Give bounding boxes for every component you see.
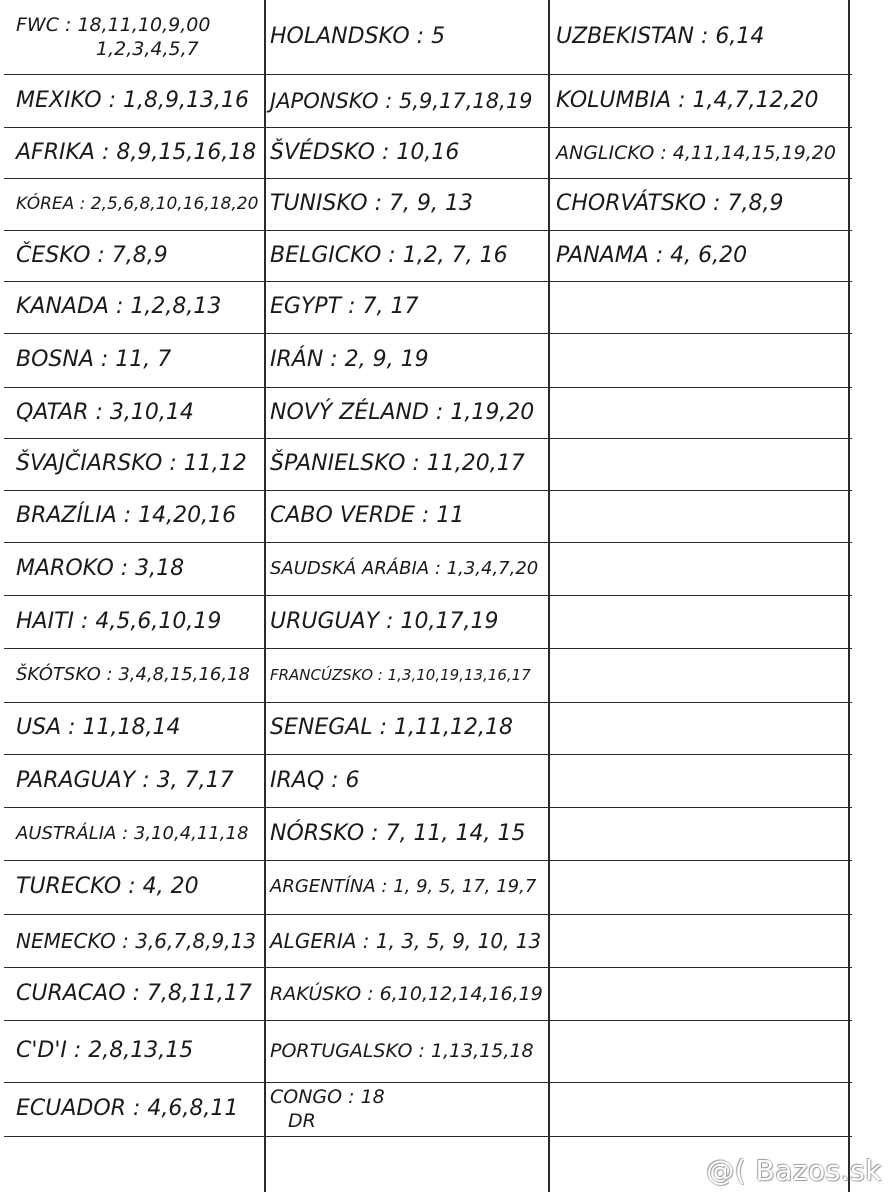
row-divider xyxy=(4,230,852,231)
entry-text: CURACAO : 7,8,11,17 xyxy=(16,980,252,1006)
entry-text: HAITI : 4,5,6,10,19 xyxy=(16,608,222,634)
entry-cabo-verde xyxy=(270,502,464,530)
entry-text: NEMECKO : 3,6,7,8,9,13 xyxy=(16,928,257,953)
entry-text: URUGUAY : 10,17,19 xyxy=(270,608,499,634)
entry-novy-zeland xyxy=(270,399,534,427)
entry-maroko xyxy=(16,555,184,583)
row-divider xyxy=(4,438,852,439)
entry-korea xyxy=(16,190,258,218)
entry-text: ŠPANIELSKO : 11,20,17 xyxy=(270,451,525,476)
entry-chorvatsko xyxy=(556,190,783,218)
entry-subline: DR xyxy=(288,1110,316,1132)
entry-iran xyxy=(270,346,429,374)
entry-algeria xyxy=(270,927,541,955)
entry-ecuador xyxy=(16,1095,238,1123)
entry-text: MEXIKO : 1,8,9,13,16 xyxy=(16,87,249,113)
entry-qatar xyxy=(16,399,194,427)
bazos-watermark: @( Bazos.sk xyxy=(706,1154,882,1187)
entry-anglicko xyxy=(556,139,836,167)
entry-subline: 1,2,3,4,5,7 xyxy=(96,38,199,60)
entry-text: UZBEKISTAN : 6,14 xyxy=(556,24,765,49)
entry-text: C'D'I : 2,8,13,15 xyxy=(16,1038,194,1063)
entry-iraq xyxy=(270,767,360,795)
row-divider xyxy=(4,1020,852,1021)
row-divider xyxy=(4,281,852,282)
entry-text: KÓREA : 2,5,6,8,10,16,18,20 xyxy=(16,194,259,214)
entry-svajciarsko xyxy=(16,450,247,478)
entry-norsko xyxy=(270,820,526,848)
row-divider xyxy=(4,595,852,596)
entry-text: ANGLICKO : 4,11,14,15,19,20 xyxy=(556,141,836,164)
entry-bosna xyxy=(16,346,171,374)
entry-text: JAPONSKO : 5,9,17,18,19 xyxy=(270,88,533,113)
entry-text: KANADA : 1,2,8,13 xyxy=(16,294,222,319)
entry-text: FRANCÚZSKO : 1,3,10,19,13,16,17 xyxy=(270,666,531,684)
entry-text: ŠVAJČIARSKO : 11,12 xyxy=(16,451,247,476)
row-divider xyxy=(4,178,852,179)
entry-afrika xyxy=(16,139,256,167)
entry-japonsko xyxy=(270,87,533,115)
row-divider xyxy=(4,860,852,861)
row-divider xyxy=(4,702,852,703)
entry-text: BELGICKO : 1,2, 7, 16 xyxy=(270,242,508,268)
entry-skotsko xyxy=(16,661,250,689)
entry-australia xyxy=(16,820,248,848)
entry-saudska-arabia xyxy=(270,555,538,583)
entry-curacao xyxy=(16,980,252,1008)
entry-text: NÓRSKO : 7, 11, 14, 15 xyxy=(270,820,526,846)
entry-text: IRAQ : 6 xyxy=(270,767,360,793)
entry-kolumbia xyxy=(556,87,818,115)
entry-paraguay xyxy=(16,767,234,795)
entry-text: QATAR : 3,10,14 xyxy=(16,399,194,425)
entry-mexiko xyxy=(16,87,249,115)
entry-text: SAUDSKÁ ARÁBIA : 1,3,4,7,20 xyxy=(270,557,539,579)
entry-spanielsko xyxy=(270,450,525,478)
entry-text: EGYPT : 7, 17 xyxy=(270,294,419,319)
row-divider xyxy=(4,387,852,388)
entry-c-d-i xyxy=(16,1037,193,1065)
row-divider xyxy=(4,967,852,968)
row-divider xyxy=(4,807,852,808)
row-divider xyxy=(4,754,852,755)
entry-panama xyxy=(556,242,747,270)
entry-senegal xyxy=(270,714,513,742)
row-divider xyxy=(4,542,852,543)
entry-text: RAKÚSKO : 6,10,12,14,16,19 xyxy=(270,982,543,1005)
row-divider xyxy=(4,333,852,334)
row-divider xyxy=(4,490,852,491)
entry-tunisko xyxy=(270,190,473,218)
entry-brazilia xyxy=(16,502,236,530)
row-divider xyxy=(4,1136,852,1137)
row-divider xyxy=(4,1082,852,1083)
entry-turecko xyxy=(16,873,199,901)
entry-text: USA : 11,18,14 xyxy=(16,715,181,740)
entry-text: CONGO : 18 xyxy=(270,1086,385,1108)
entry-text: CHORVÁTSKO : 7,8,9 xyxy=(556,191,784,216)
entry-argentina xyxy=(270,873,536,901)
entry-text: FWC : 18,11,10,9,00 xyxy=(16,14,211,36)
entry-francuzsko xyxy=(270,661,531,689)
entry-text: MAROKO : 3,18 xyxy=(16,555,185,581)
entry-text: PARAGUAY : 3, 7,17 xyxy=(16,767,234,793)
entry-text: TUNISKO : 7, 9, 13 xyxy=(270,191,473,216)
entry-text: NOVÝ ZÉLAND : 1,19,20 xyxy=(270,399,535,425)
entry-text: SENEGAL : 1,11,12,18 xyxy=(270,715,513,740)
entry-uzbekistan xyxy=(556,23,764,51)
entry-text: AUSTRÁLIA : 3,10,4,11,18 xyxy=(16,822,249,844)
entry-portugalsko xyxy=(270,1037,534,1065)
entry-kanada xyxy=(16,293,221,321)
entry-nemecko xyxy=(16,927,256,955)
row-divider xyxy=(4,127,852,128)
entry-text: PORTUGALSKO : 1,13,15,18 xyxy=(270,1040,534,1062)
row-divider xyxy=(4,914,852,915)
entry-holandsko xyxy=(270,23,445,51)
entry-haiti xyxy=(16,608,221,636)
entry-cesko xyxy=(16,242,168,270)
entry-egypt xyxy=(270,293,418,321)
entry-text: ECUADOR : 4,6,8,11 xyxy=(16,1096,239,1121)
entry-text: PANAMA : 4, 6,20 xyxy=(556,242,748,268)
entry-text: ČESKO : 7,8,9 xyxy=(16,242,168,268)
entry-text: BRAZÍLIA : 14,20,16 xyxy=(16,503,237,528)
entry-text: IRÁN : 2, 9, 19 xyxy=(270,347,429,372)
entry-text: ŠKÓTSKO : 3,4,8,15,16,18 xyxy=(16,664,251,685)
entry-text: BOSNA : 11, 7 xyxy=(16,347,172,372)
entry-usa xyxy=(16,714,180,742)
entry-text: CABO VERDE : 11 xyxy=(270,503,465,528)
entry-text: AFRIKA : 8,9,15,16,18 xyxy=(16,139,257,165)
entry-text: HOLANDSKO : 5 xyxy=(270,24,446,49)
entry-svedsko xyxy=(270,139,459,167)
row-divider xyxy=(4,648,852,649)
entry-text: TURECKO : 4, 20 xyxy=(16,874,199,899)
entry-congo xyxy=(270,1085,385,1133)
entry-uruguay xyxy=(270,608,499,636)
entry-rakusko xyxy=(270,980,543,1008)
entry-belgicko xyxy=(270,242,508,270)
entry-fwc xyxy=(16,13,210,61)
entry-text: ARGENTÍNA : 1, 9, 5, 17, 19,7 xyxy=(270,876,537,897)
row-divider xyxy=(4,74,852,75)
entry-text: ALGERIA : 1, 3, 5, 9, 10, 13 xyxy=(270,928,542,953)
entry-text: ŠVÉDSKO : 10,16 xyxy=(270,139,460,165)
entry-text: KOLUMBIA : 1,4,7,12,20 xyxy=(556,87,819,113)
